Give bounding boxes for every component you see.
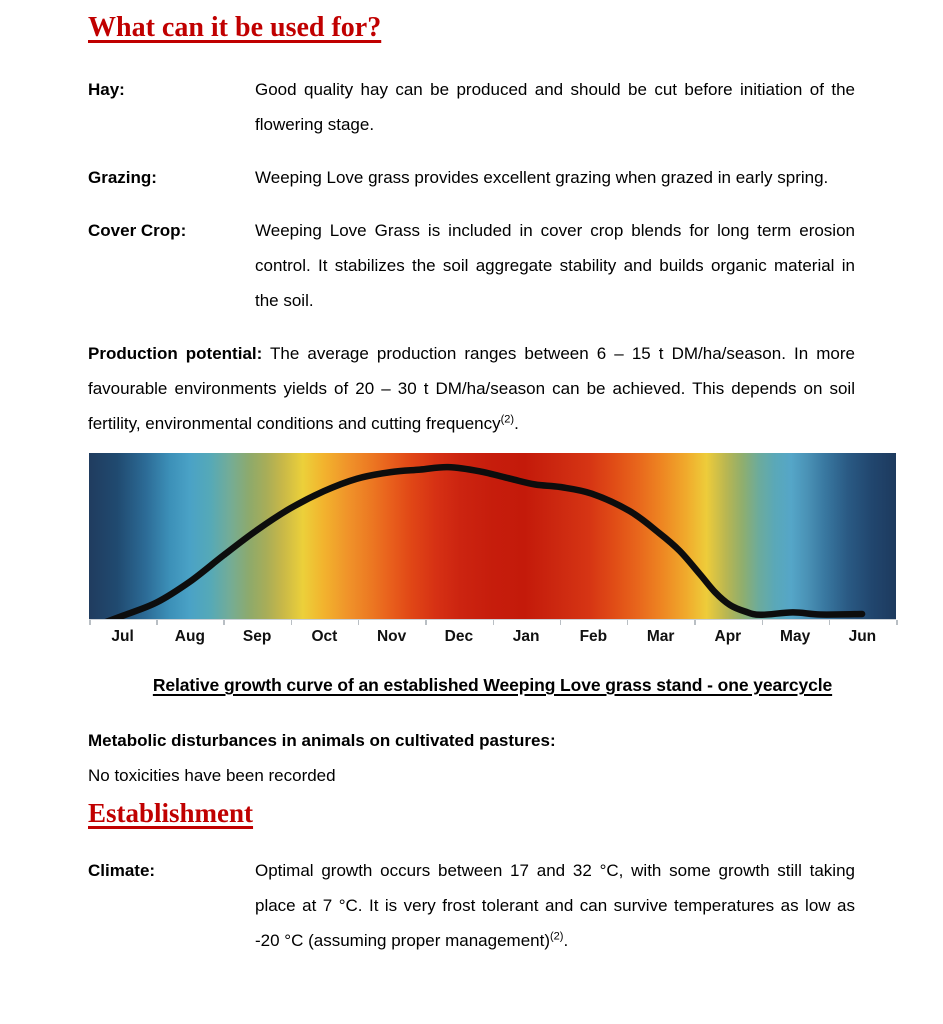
- metabolic-heading: Metabolic disturbances in animals on cultivated pastures:: [88, 731, 556, 750]
- use-text: Weeping Love grass provides excellent grazing when grazed in early spring.: [255, 168, 829, 187]
- month-label: Jun: [848, 628, 877, 645]
- month-label: Jan: [512, 628, 540, 645]
- axis-tick: [425, 620, 427, 625]
- production-tail: .: [514, 414, 519, 433]
- axis-tick: [560, 620, 562, 625]
- month-label: Mar: [646, 628, 675, 645]
- section-heading-establishment: Establishment: [88, 798, 254, 828]
- use-text: Good quality hay can be produced and should be cut before initiation of the flowering stage.: [255, 80, 855, 134]
- month-label: Aug: [174, 628, 205, 645]
- month-axis: [89, 627, 896, 647]
- axis-tick: [358, 620, 360, 625]
- production-text: The average production ranges between 6 – 15 t DM/ha/season. In more favourable environments yields of 20 – 30 t DM/ha/season can be achieved. This depends on soil fertility, environmental conditions and cutting frequency: [88, 344, 855, 433]
- month-label: Oct: [311, 628, 338, 645]
- use-row-cover-crop: [88, 213, 855, 318]
- axis-tick: [829, 620, 831, 625]
- use-text: Weeping Love Grass is included in cover crop blends for long term erosion control. It stabilizes the soil aggregate stability and builds organic material in the soil.: [255, 221, 855, 310]
- growth-chart-area: [89, 453, 896, 620]
- growth-chart: [89, 453, 896, 647]
- section-heading-uses: What can it be used for?: [88, 12, 382, 43]
- axis-tick: [627, 620, 629, 625]
- growth-curve-svg: [89, 453, 896, 619]
- month-label: May: [780, 628, 811, 645]
- axis-tick: [694, 620, 696, 625]
- axis-tick: [156, 620, 158, 625]
- use-label: Grazing:: [88, 168, 157, 187]
- month-label: Dec: [444, 628, 474, 645]
- use-row-hay: [88, 72, 855, 142]
- use-label: Hay:: [88, 80, 125, 99]
- axis-tick: [89, 620, 91, 625]
- month-label: Sep: [242, 628, 272, 645]
- climate-tail: .: [563, 931, 569, 950]
- axis-tick: [762, 620, 764, 625]
- month-label: Apr: [714, 628, 742, 645]
- climate-row: [88, 853, 855, 958]
- production-lead: Production potential:: [88, 344, 263, 363]
- use-row-grazing: [88, 160, 855, 195]
- climate-body: Optimal growth occurs between 17 and 32 °C, with some growth still taking place at 7 °C. It is very frost tolerant and can survive temperatures as low as -20 °C (assuming proper management): [255, 861, 855, 950]
- axis-tick: [223, 620, 225, 625]
- month-label: Jul: [111, 628, 134, 645]
- climate-text: [255, 853, 855, 958]
- axis-tick: [291, 620, 293, 625]
- climate-label: Climate:: [88, 861, 156, 880]
- reference-superscript: (2): [550, 930, 564, 943]
- growth-curve: [105, 467, 862, 619]
- month-label: Nov: [376, 628, 407, 645]
- month-label: Feb: [579, 628, 608, 645]
- tick-row: [89, 620, 896, 626]
- metabolic-text: No toxicities have been recorded: [88, 766, 336, 785]
- production-paragraph: [88, 336, 855, 441]
- reference-superscript: (2): [500, 413, 515, 426]
- axis-tick: [896, 620, 898, 625]
- use-label: Cover Crop:: [88, 221, 187, 240]
- chart-caption: Relative growth curve of an established Weeping Love grass stand - one yearcycle: [152, 675, 833, 695]
- axis-tick: [493, 620, 495, 625]
